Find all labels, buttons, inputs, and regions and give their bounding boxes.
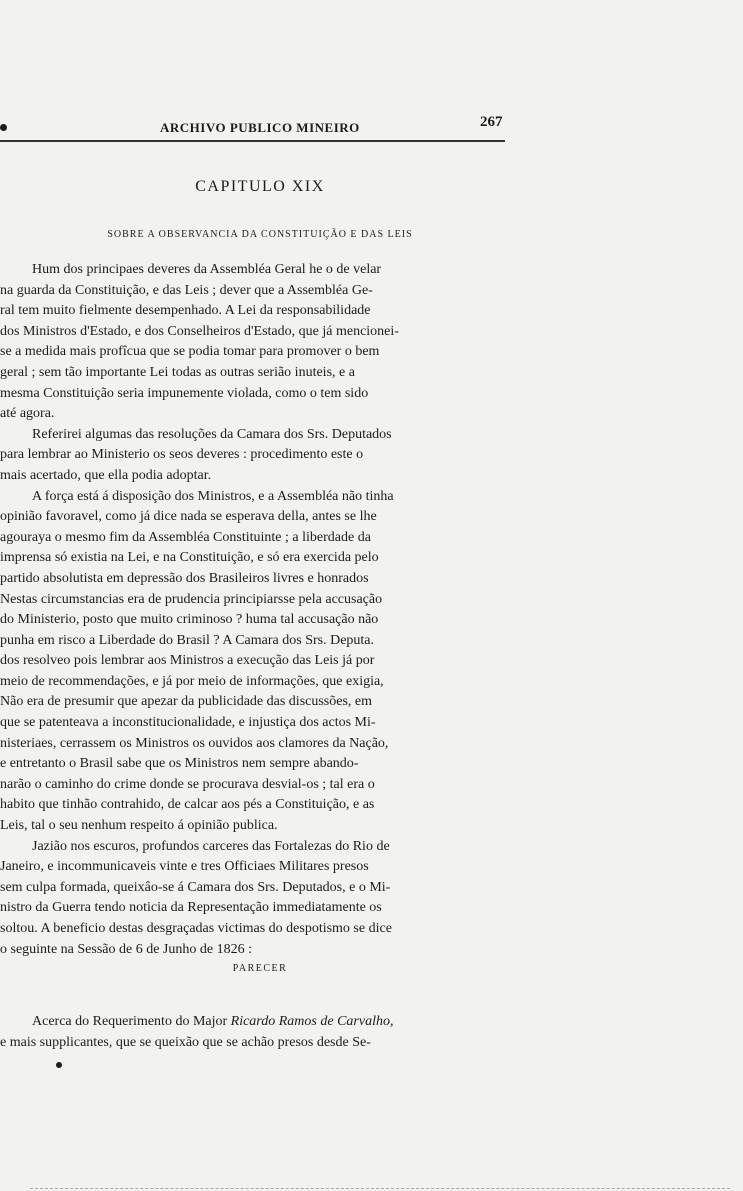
text-line: e entretanto o Brasil sabe que os Ministros nem sempre abando-: [0, 756, 359, 772]
text-line: do Ministerio, posto que muito criminoso ? huma tal accusação não: [0, 612, 379, 628]
text-line: A força está á disposição dos Ministros, e a Assembléa não tinha: [32, 488, 394, 504]
text-line: mesma Constituição seria impunemente violada, como o tem sido: [0, 385, 369, 401]
paragraph: [0, 260, 510, 425]
text-line: Não era de presumir que apezar da publicidade das discussões, em: [0, 694, 373, 710]
text-line: para lembrar ao Ministerio os seos deveres : procedimento este o: [0, 447, 364, 463]
text-line: geral ; sem tão importante Lei todas as outras serião inuteis, e a: [0, 364, 355, 380]
parecer-person-name: Ricardo Ramos de Carvalho,: [230, 1014, 394, 1029]
text-line: mais acertado, que ella podia adoptar.: [0, 467, 212, 483]
text-line: até agora.: [0, 406, 55, 422]
running-head-title: ARCHIVO PUBLICO MINEIRO: [160, 120, 360, 135]
page-edge-rule: [30, 1188, 730, 1189]
paragraph: [0, 487, 510, 837]
text-line: opinião favoravel, como já dice nada se esperava della, antes se lhe: [0, 509, 377, 525]
text-line: soltou. A beneficio destas desgraçadas victimas do despotismo se dice: [0, 921, 392, 936]
text-line: nisteriaes, cerrassem os Ministros os ouvidos aos clamores da Nação,: [0, 735, 389, 751]
bullet-mark-icon: [0, 124, 7, 131]
paragraph: [0, 425, 510, 487]
text-line: meio de recommendações, e já por meio de informações, que exigia,: [0, 673, 384, 689]
paragraph: [0, 837, 510, 961]
text-line: narão o caminho do crime donde se procurava desvial-os ; tal era o: [0, 776, 375, 792]
chapter-subtitle: SOBRE A OBSERVANCIA DA CONSTITUIÇÃO E DAS LEIS: [107, 229, 413, 240]
text-line: dos Ministros d'Estado, e dos Conselheiros d'Estado, que já mencionei-: [0, 323, 399, 339]
parecer-line: [0, 1011, 510, 1032]
text-line: na guarda da Constituição, e das Leis ; dever que a Assembléa Ge-: [0, 282, 373, 298]
text-line: sem culpa formada, queixâo-se á Camara dos Srs. Deputados, e o Mi-: [0, 879, 391, 895]
text-line: Janeiro, e incommunicaveis vinte e tres Officiaes Militares presos: [0, 859, 369, 875]
text-line: imprensa só existia na Lei, e na Constituição, e só era exercida pelo: [0, 550, 379, 566]
text-line: Nestas circumstancias era de prudencia principiarsse pela accusação: [0, 591, 383, 607]
text-line: que se patenteava a inconstitucionalidade, e injustiça dos actos Mi-: [0, 715, 376, 731]
header-rule: [0, 140, 505, 142]
text-line: Hum dos principaes deveres da Assembléa Geral he o de velar: [32, 262, 382, 277]
parecer-line: e mais supplicantes, que se queixão que se achão presos desde Se-: [0, 1035, 371, 1050]
chapter-title: CAPITULO XIX: [195, 178, 325, 195]
text-line: o seguinte na Sessão de 6 de Junho de 1826 :: [0, 941, 252, 957]
parecer-heading: PARECER: [232, 963, 288, 974]
body-text: [0, 260, 510, 960]
text-line: Leis, tal o seu nenhum respeito á opinião publica.: [0, 818, 278, 834]
running-head: [0, 112, 510, 142]
text-line: partido absolutista em depressão dos Brasileiros livres e honrados: [0, 570, 369, 586]
text-line: se a medida mais profîcua que se podia tomar para promover o bem: [0, 344, 380, 360]
page-number: 267: [480, 114, 503, 130]
text-line: dos resolveo pois lembrar aos Ministros a execução das Leis já por: [0, 653, 375, 669]
text-line: agouraya o mesmo fim da Assembléa Constituinte ; a liberdade da: [0, 529, 371, 545]
text-line: punha em risco a Liberdade do Brasil ? A Camara dos Srs. Deputa.: [0, 632, 375, 648]
text-line: ral tem muito fielmente desempenhado. A Lei da responsabilidade: [0, 303, 371, 319]
bullet-mark-icon: [56, 1062, 62, 1068]
parecer-line-prefix: Acerca do Requerimento do Major: [32, 1014, 231, 1029]
text-line: Referirei algumas das resoluções da Camara dos Srs. Deputados: [32, 426, 392, 442]
parecer-text: [0, 1011, 510, 1053]
text-line: Jazião nos escuros, profundos carceres das Fortalezas do Rio de: [32, 838, 390, 854]
text-line: habito que tinhão contrahido, de calcar aos pés a Constituição, e as: [0, 797, 375, 813]
text-line: nistro da Guerra tendo noticia da Representação immediatamente os: [0, 900, 382, 916]
